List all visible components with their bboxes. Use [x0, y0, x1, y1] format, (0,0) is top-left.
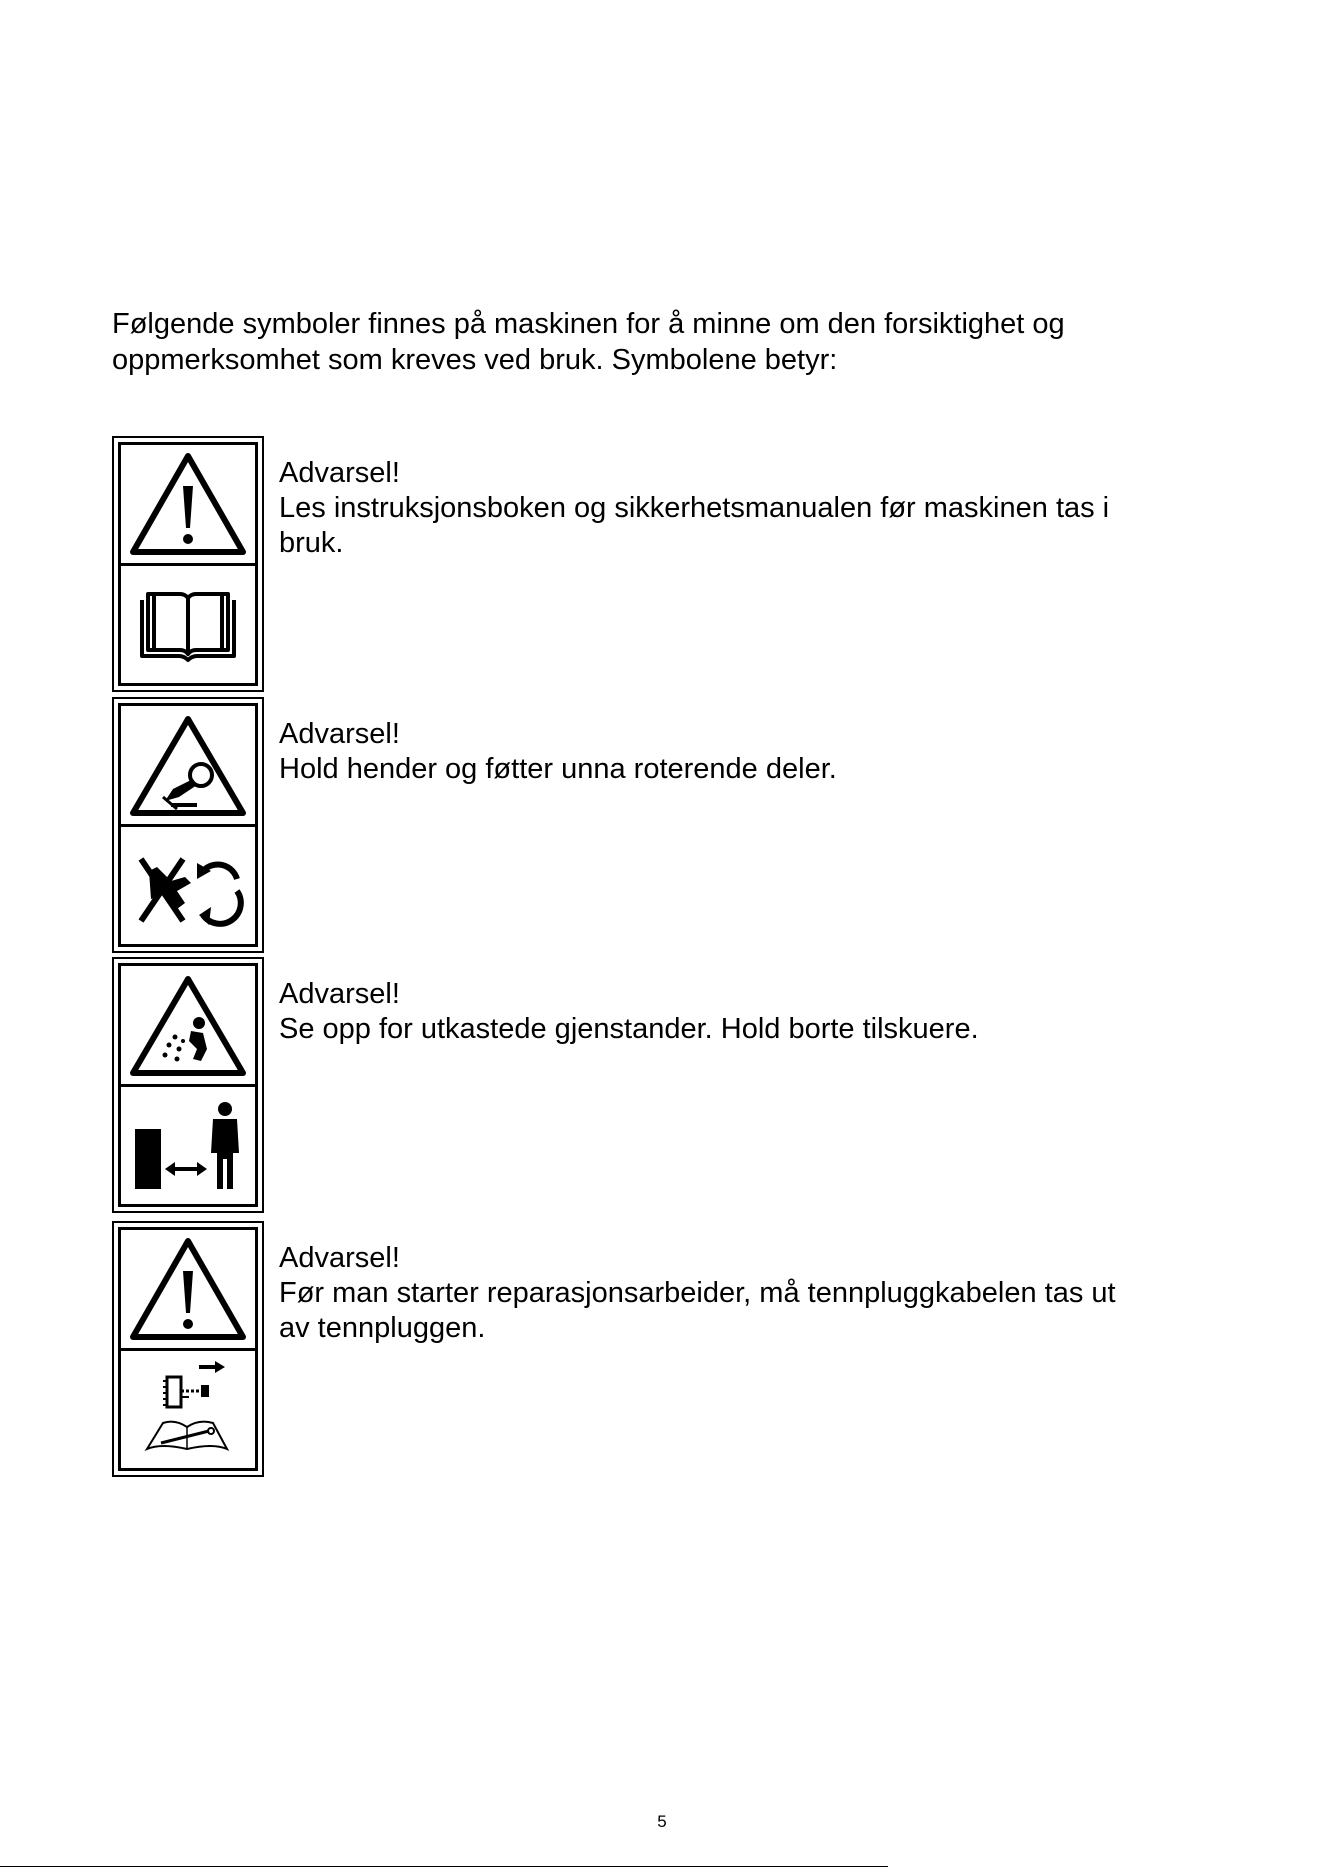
- symbol-row-spark-plug: [112, 1221, 1232, 1477]
- symbol-row-thrown-objects: [112, 957, 1232, 1213]
- warning-exclamation-icon: [121, 1230, 255, 1348]
- warning-text: [279, 1241, 1229, 1346]
- warning-heading: Advarsel!: [279, 978, 400, 1010]
- bottom-rule: [0, 1866, 888, 1867]
- hand-entanglement-warning-icon: [121, 706, 255, 824]
- warning-line: av tennpluggen.: [279, 1312, 486, 1344]
- instruction-book-icon: [121, 563, 255, 684]
- page-number: 5: [657, 1812, 667, 1831]
- symbol-panel: [112, 697, 264, 953]
- symbol-row-read-manual: [112, 436, 1232, 692]
- intro-text: [112, 306, 1232, 378]
- warning-line: bruk.: [279, 527, 344, 559]
- warning-line: Les instruksjonsboken og sikkerhetsmanualen før maskinen tas i: [279, 492, 1110, 524]
- intro-line-2: oppmerksomhet som kreves ved bruk. Symbolene betyr:: [112, 344, 838, 376]
- warning-text: [279, 977, 1229, 1047]
- warning-line: Før man starter reparasjonsarbeider, må tennpluggkabelen tas ut: [279, 1277, 1116, 1309]
- warning-heading: Advarsel!: [279, 718, 400, 750]
- warning-text: [279, 717, 1229, 787]
- warning-heading: Advarsel!: [279, 457, 400, 489]
- keep-bystanders-away-icon: [121, 1084, 255, 1205]
- thrown-objects-warning-icon: [121, 966, 255, 1084]
- intro-line-1: Følgende symboler finnes på maskinen for å minne om den forsiktighet og: [112, 308, 1065, 340]
- no-hands-rotating-parts-icon: [121, 824, 255, 945]
- spark-plug-disconnect-icon: [121, 1348, 255, 1469]
- warning-heading: Advarsel!: [279, 1242, 400, 1274]
- symbol-panel: [112, 957, 264, 1213]
- warning-line: Hold hender og føtter unna roterende deler.: [279, 753, 837, 785]
- symbol-panel: [112, 436, 264, 692]
- warning-line: Se opp for utkastede gjenstander. Hold borte tilskuere.: [279, 1013, 979, 1045]
- symbol-row-rotating-parts: [112, 697, 1232, 953]
- warning-text: [279, 456, 1229, 561]
- warning-exclamation-icon: [121, 445, 255, 563]
- symbol-panel: [112, 1221, 264, 1477]
